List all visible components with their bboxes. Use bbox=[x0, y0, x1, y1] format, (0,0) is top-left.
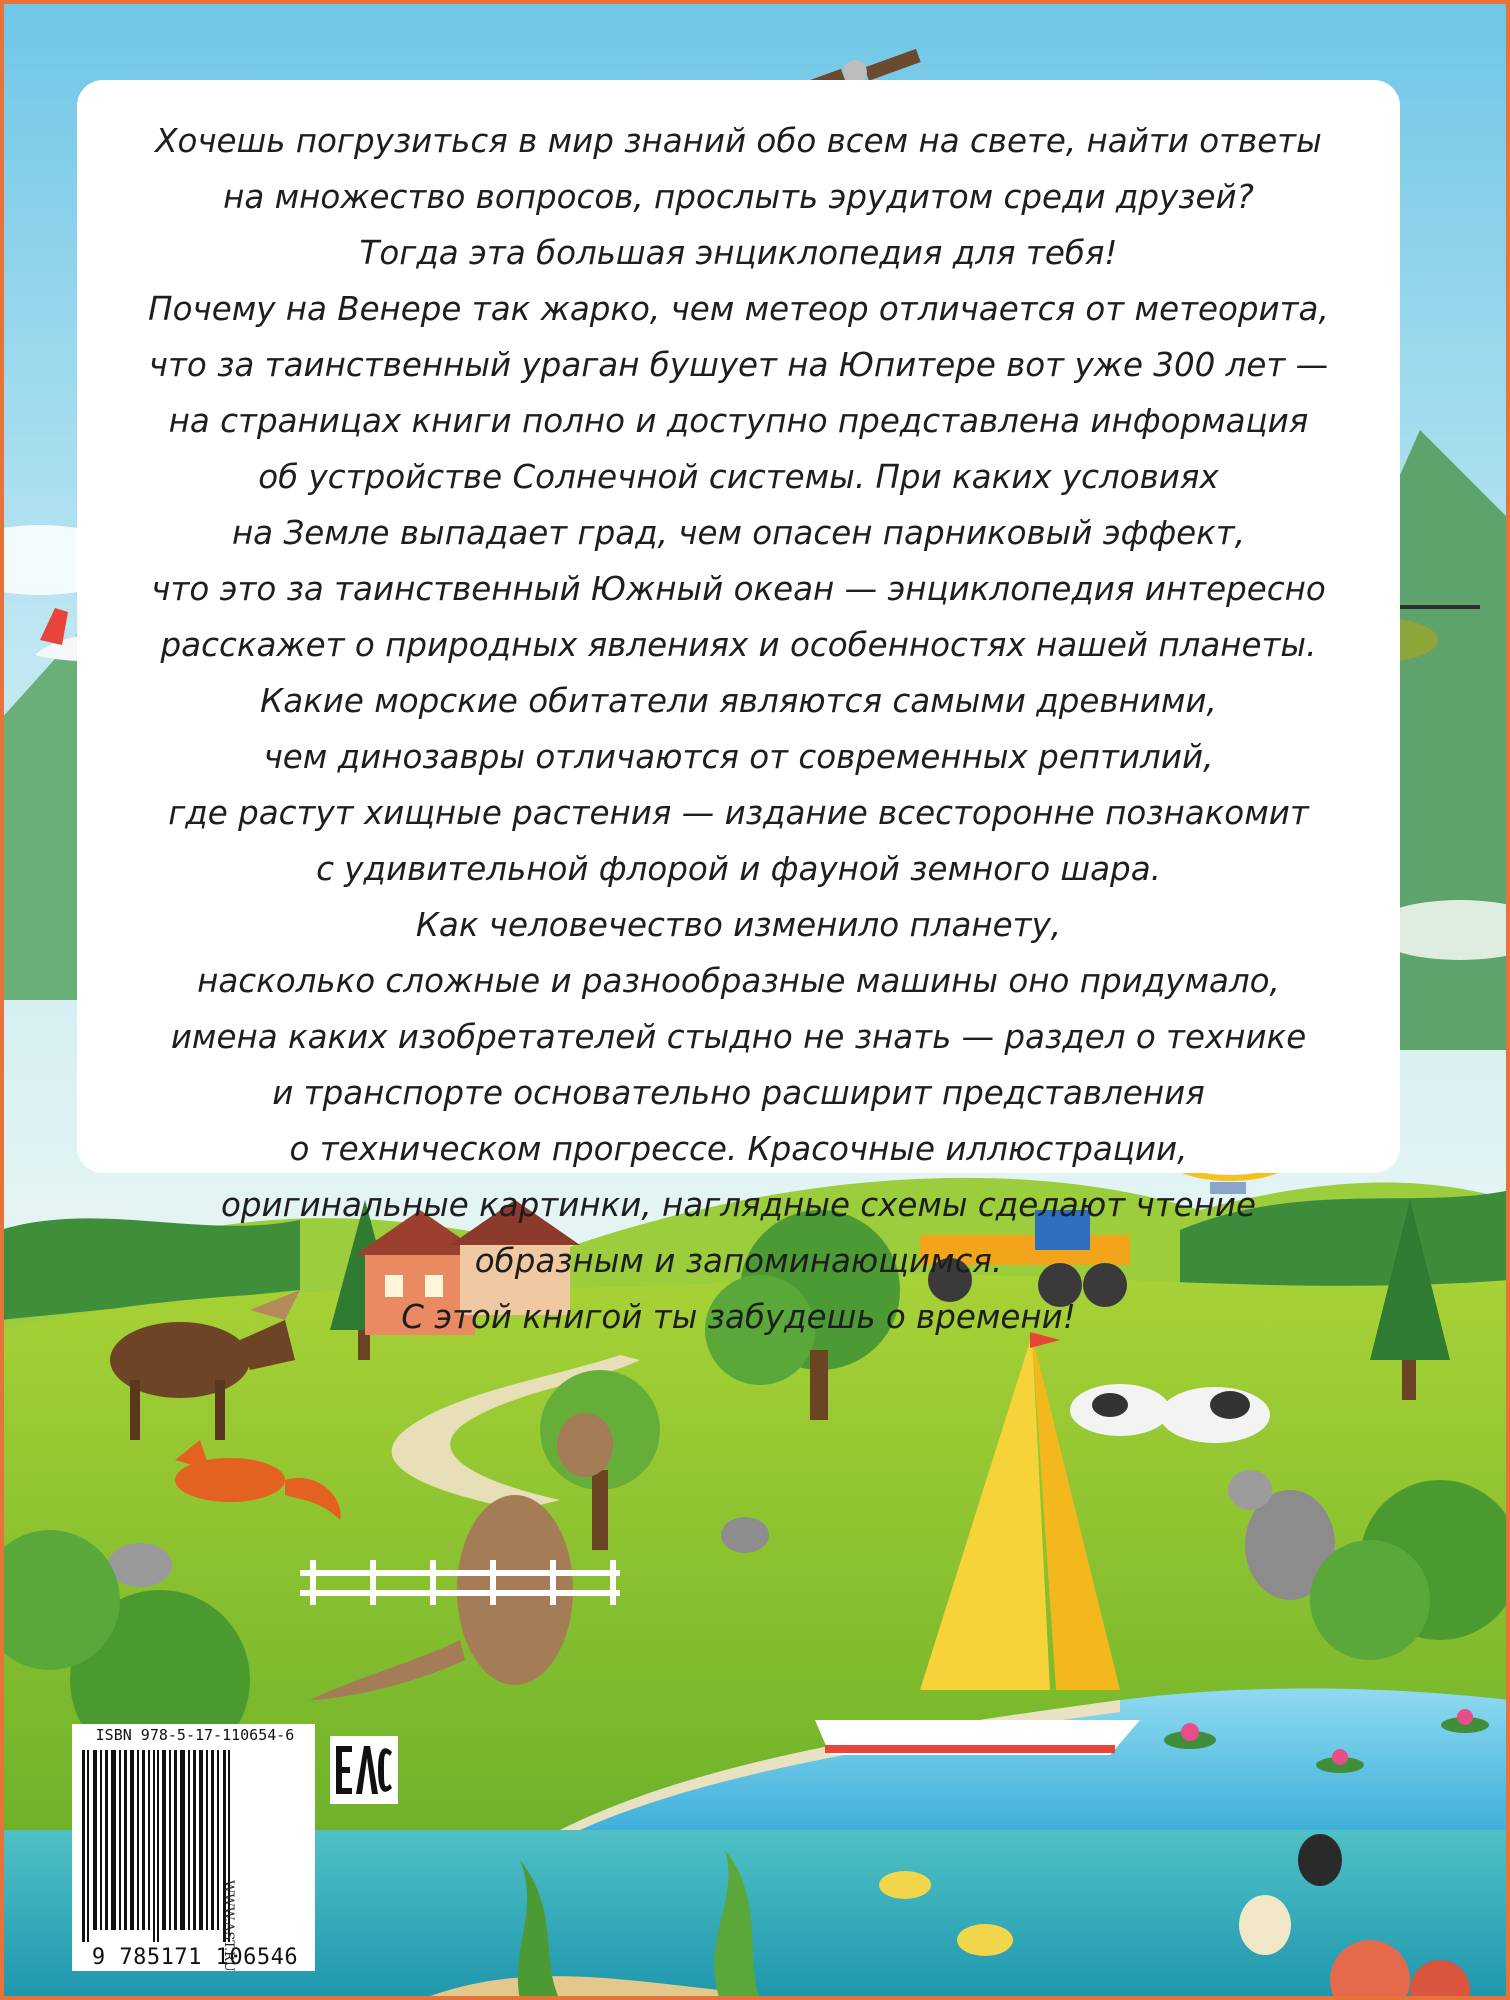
blurb-line: и транспорте основательно расширит представления bbox=[272, 1074, 1205, 1112]
blurb-line: где растут хищные растения — издание всесторонне познакомит bbox=[168, 794, 1309, 832]
blurb-line: на Земле выпадает град, чем опасен парниковый эффект, bbox=[231, 514, 1246, 552]
blurb-line: Почему на Венере так жарко, чем метеор отличается от метеорита, bbox=[148, 290, 1329, 328]
blurb-line: чем динозавры отличаются от современных рептилий, bbox=[263, 738, 1214, 776]
blurb-line: расскажет о природных явлениях и особенностях нашей планеты. bbox=[160, 626, 1317, 664]
rabbit bbox=[721, 1517, 769, 1553]
blurb-line: Как человечество изменило планету, bbox=[415, 906, 1062, 944]
blurb-line: о техническом прогрессе. Красочные иллюстрации, bbox=[289, 1130, 1188, 1168]
barcode-number: 9 785171 106546 bbox=[91, 1945, 299, 1970]
publisher-website: WWW.AST.RU bbox=[221, 1880, 236, 1972]
blurb-line: имена каких изобретателей стыдно не знать — раздел о технике bbox=[170, 1018, 1307, 1056]
cover-blurb bbox=[77, 113, 1400, 1345]
eac-icon bbox=[334, 1740, 394, 1800]
blurb-line: что это за таинственный Южный океан — энциклопедия интересно bbox=[151, 570, 1326, 608]
blurb-line: С этой книгой ты забудешь о времени! bbox=[401, 1298, 1076, 1336]
blurb-line: Какие морские обитатели являются самыми древними, bbox=[260, 682, 1217, 720]
blurb-line: насколько сложные и разнообразные машины оно придумало, bbox=[197, 962, 1280, 1000]
blurb-line: Хочешь погрузиться в мир знаний обо всем на свете, найти ответы bbox=[155, 122, 1322, 160]
blurb-line: образным и запоминающимся. bbox=[474, 1242, 1003, 1280]
blurb-line: оригинальные картинки, наглядные схемы сделают чтение bbox=[220, 1186, 1257, 1224]
blurb-line: на страницах книги полно и доступно представлена информация bbox=[168, 402, 1309, 440]
blurb-line: об устройстве Солнечной системы. При каких условиях bbox=[258, 458, 1219, 496]
bush bbox=[1310, 1540, 1430, 1660]
blurb-line: на множество вопросов, прослыть эрудитом среди друзей? bbox=[223, 178, 1254, 216]
blurb-line: с удивительной флорой и фауной земного шара. bbox=[316, 850, 1161, 888]
blurb-line: Тогда эта большая энциклопедия для тебя! bbox=[359, 234, 1118, 272]
blurb-line: что за таинственный ураган бушует на Юпитере вот уже 300 лет — bbox=[148, 346, 1329, 384]
isbn-number: ISBN 978-5-17-110654-6 bbox=[95, 1726, 295, 1744]
barcode-icon bbox=[82, 1750, 232, 1942]
mouse bbox=[108, 1543, 172, 1587]
